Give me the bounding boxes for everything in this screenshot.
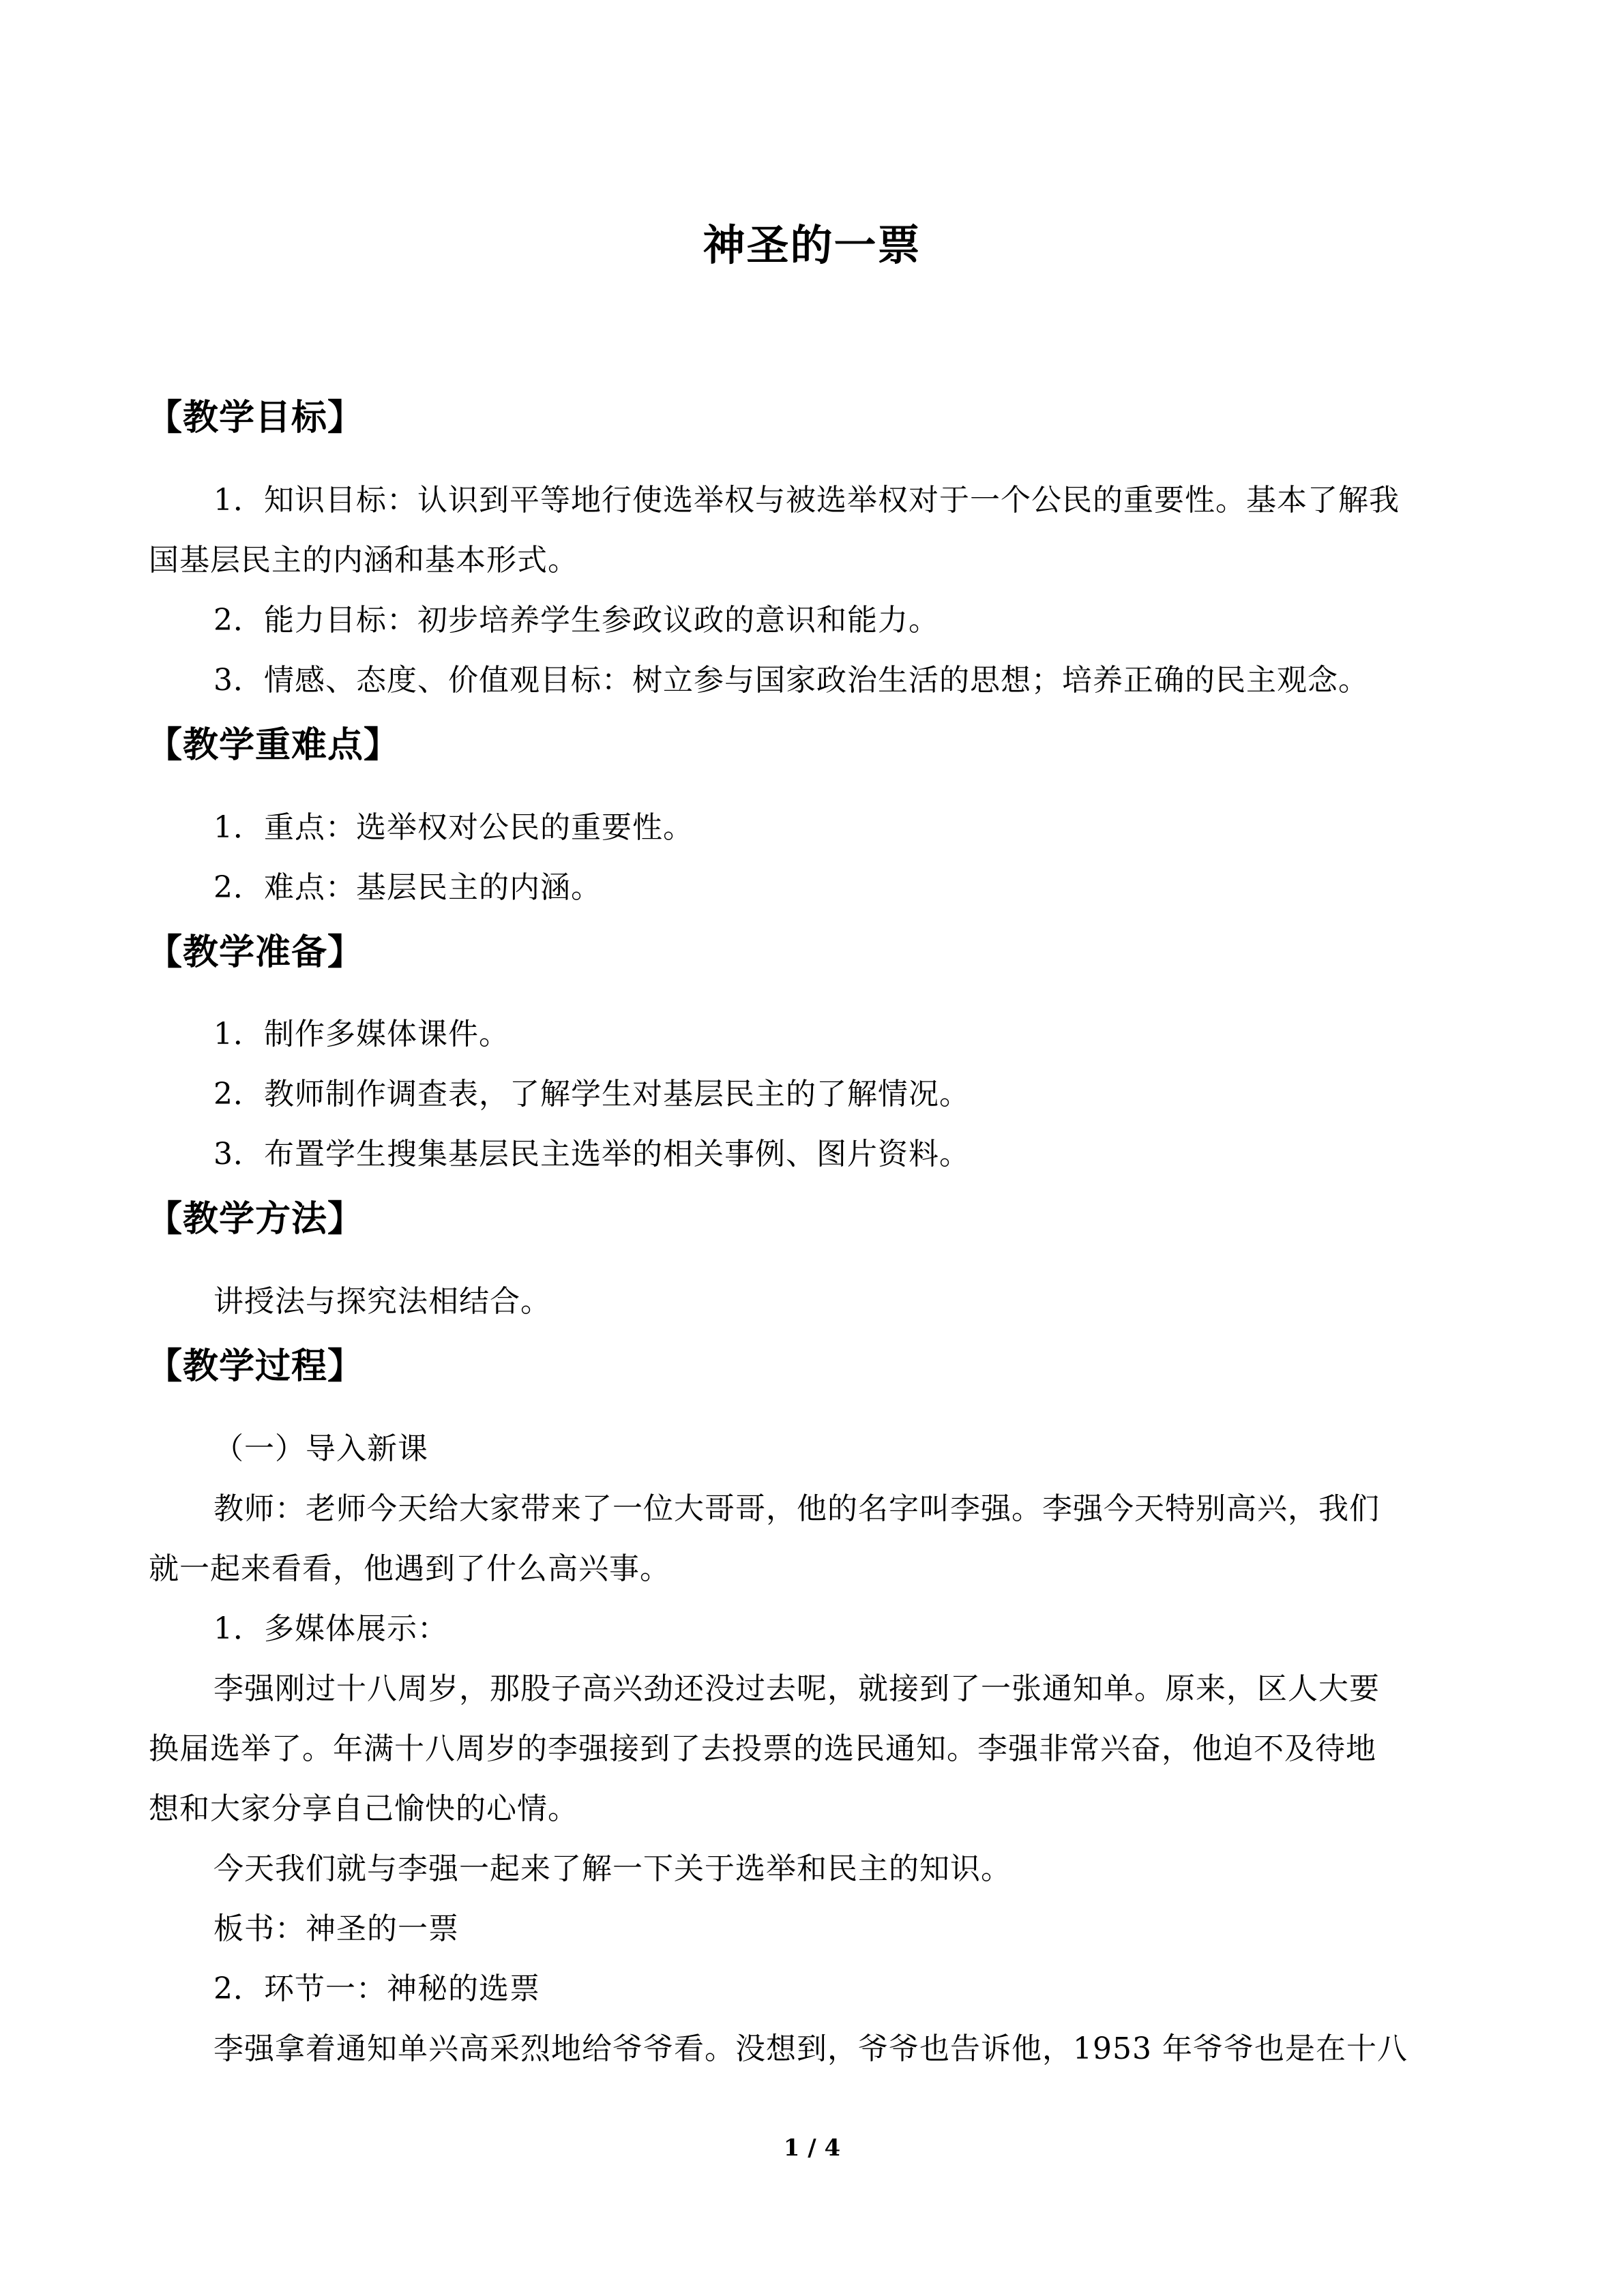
paragraph-line: 板书：神圣的一票: [213, 1911, 459, 1946]
paragraph-line: 换届选举了。年满十八周岁的李强接到了去投票的选民通知。李强非常兴奋，他迫不及待地: [149, 1731, 1376, 1766]
paragraph-line: 2．教师制作调查表，了解学生对基层民主的了解情况。: [213, 1077, 970, 1112]
paragraph-line: 1．多媒体展示：: [213, 1611, 448, 1646]
paragraph-line: 1．重点：选举权对公民的重要性。: [213, 810, 694, 845]
paragraph-line: 2．难点：基层民主的内涵。: [213, 870, 602, 905]
paragraph-line: 3．布置学生搜集基层民主选举的相关事例、图片资料。: [213, 1137, 970, 1172]
page-number: 1 / 4: [783, 2134, 841, 2162]
paragraph-line: 1．制作多媒体课件。: [213, 1017, 510, 1052]
section-heading-method: 【教学方法】: [147, 1199, 364, 1240]
paragraph-line: 就一起来看看，他遇到了什么高兴事。: [149, 1551, 670, 1586]
paragraph-line: 李强拿着通知单兴高采烈地给爷爷看。没想到，爷爷也告诉他，1953 年爷爷也是在十八: [213, 2031, 1408, 2066]
paragraph-line: 1．知识目标：认识到平等地行使选举权与被选举权对于一个公民的重要性。基本了解我: [213, 483, 1400, 518]
section-heading-key-points: 【教学重难点】: [147, 725, 400, 766]
paragraph-line: 国基层民主的内涵和基本形式。: [149, 543, 578, 578]
paragraph-line: 2．环节一：神秘的选票: [213, 1971, 540, 2006]
paragraph-line: 讲授法与探究法相结合。: [213, 1284, 551, 1319]
section-heading-process: 【教学过程】: [147, 1346, 364, 1387]
paragraph-line: 李强刚过十八周岁，那股子高兴劲还没过去呢，就接到了一张通知单。原来，区人大要: [213, 1671, 1380, 1706]
paragraph-line: 2．能力目标：初步培养学生参政议政的意识和能力。: [213, 603, 939, 638]
paragraph-line: 教师：老师今天给大家带来了一位大哥哥，他的名字叫李强。李强今天特别高兴，我们: [213, 1491, 1380, 1526]
paragraph-line: 3．情感、态度、价值观目标：树立参与国家政治生活的思想；培养正确的民主观念。: [213, 663, 1369, 698]
paragraph-line: 想和大家分享自己愉快的心情。: [149, 1791, 578, 1826]
paragraph-line: 今天我们就与李强一起来了解一下关于选举和民主的知识。: [213, 1851, 1012, 1886]
document-title: 神圣的一票: [703, 220, 921, 270]
section-heading-preparation: 【教学准备】: [147, 932, 364, 973]
section-heading-objectives: 【教学目标】: [147, 398, 364, 438]
paragraph-line: （一）导入新课: [213, 1431, 428, 1466]
